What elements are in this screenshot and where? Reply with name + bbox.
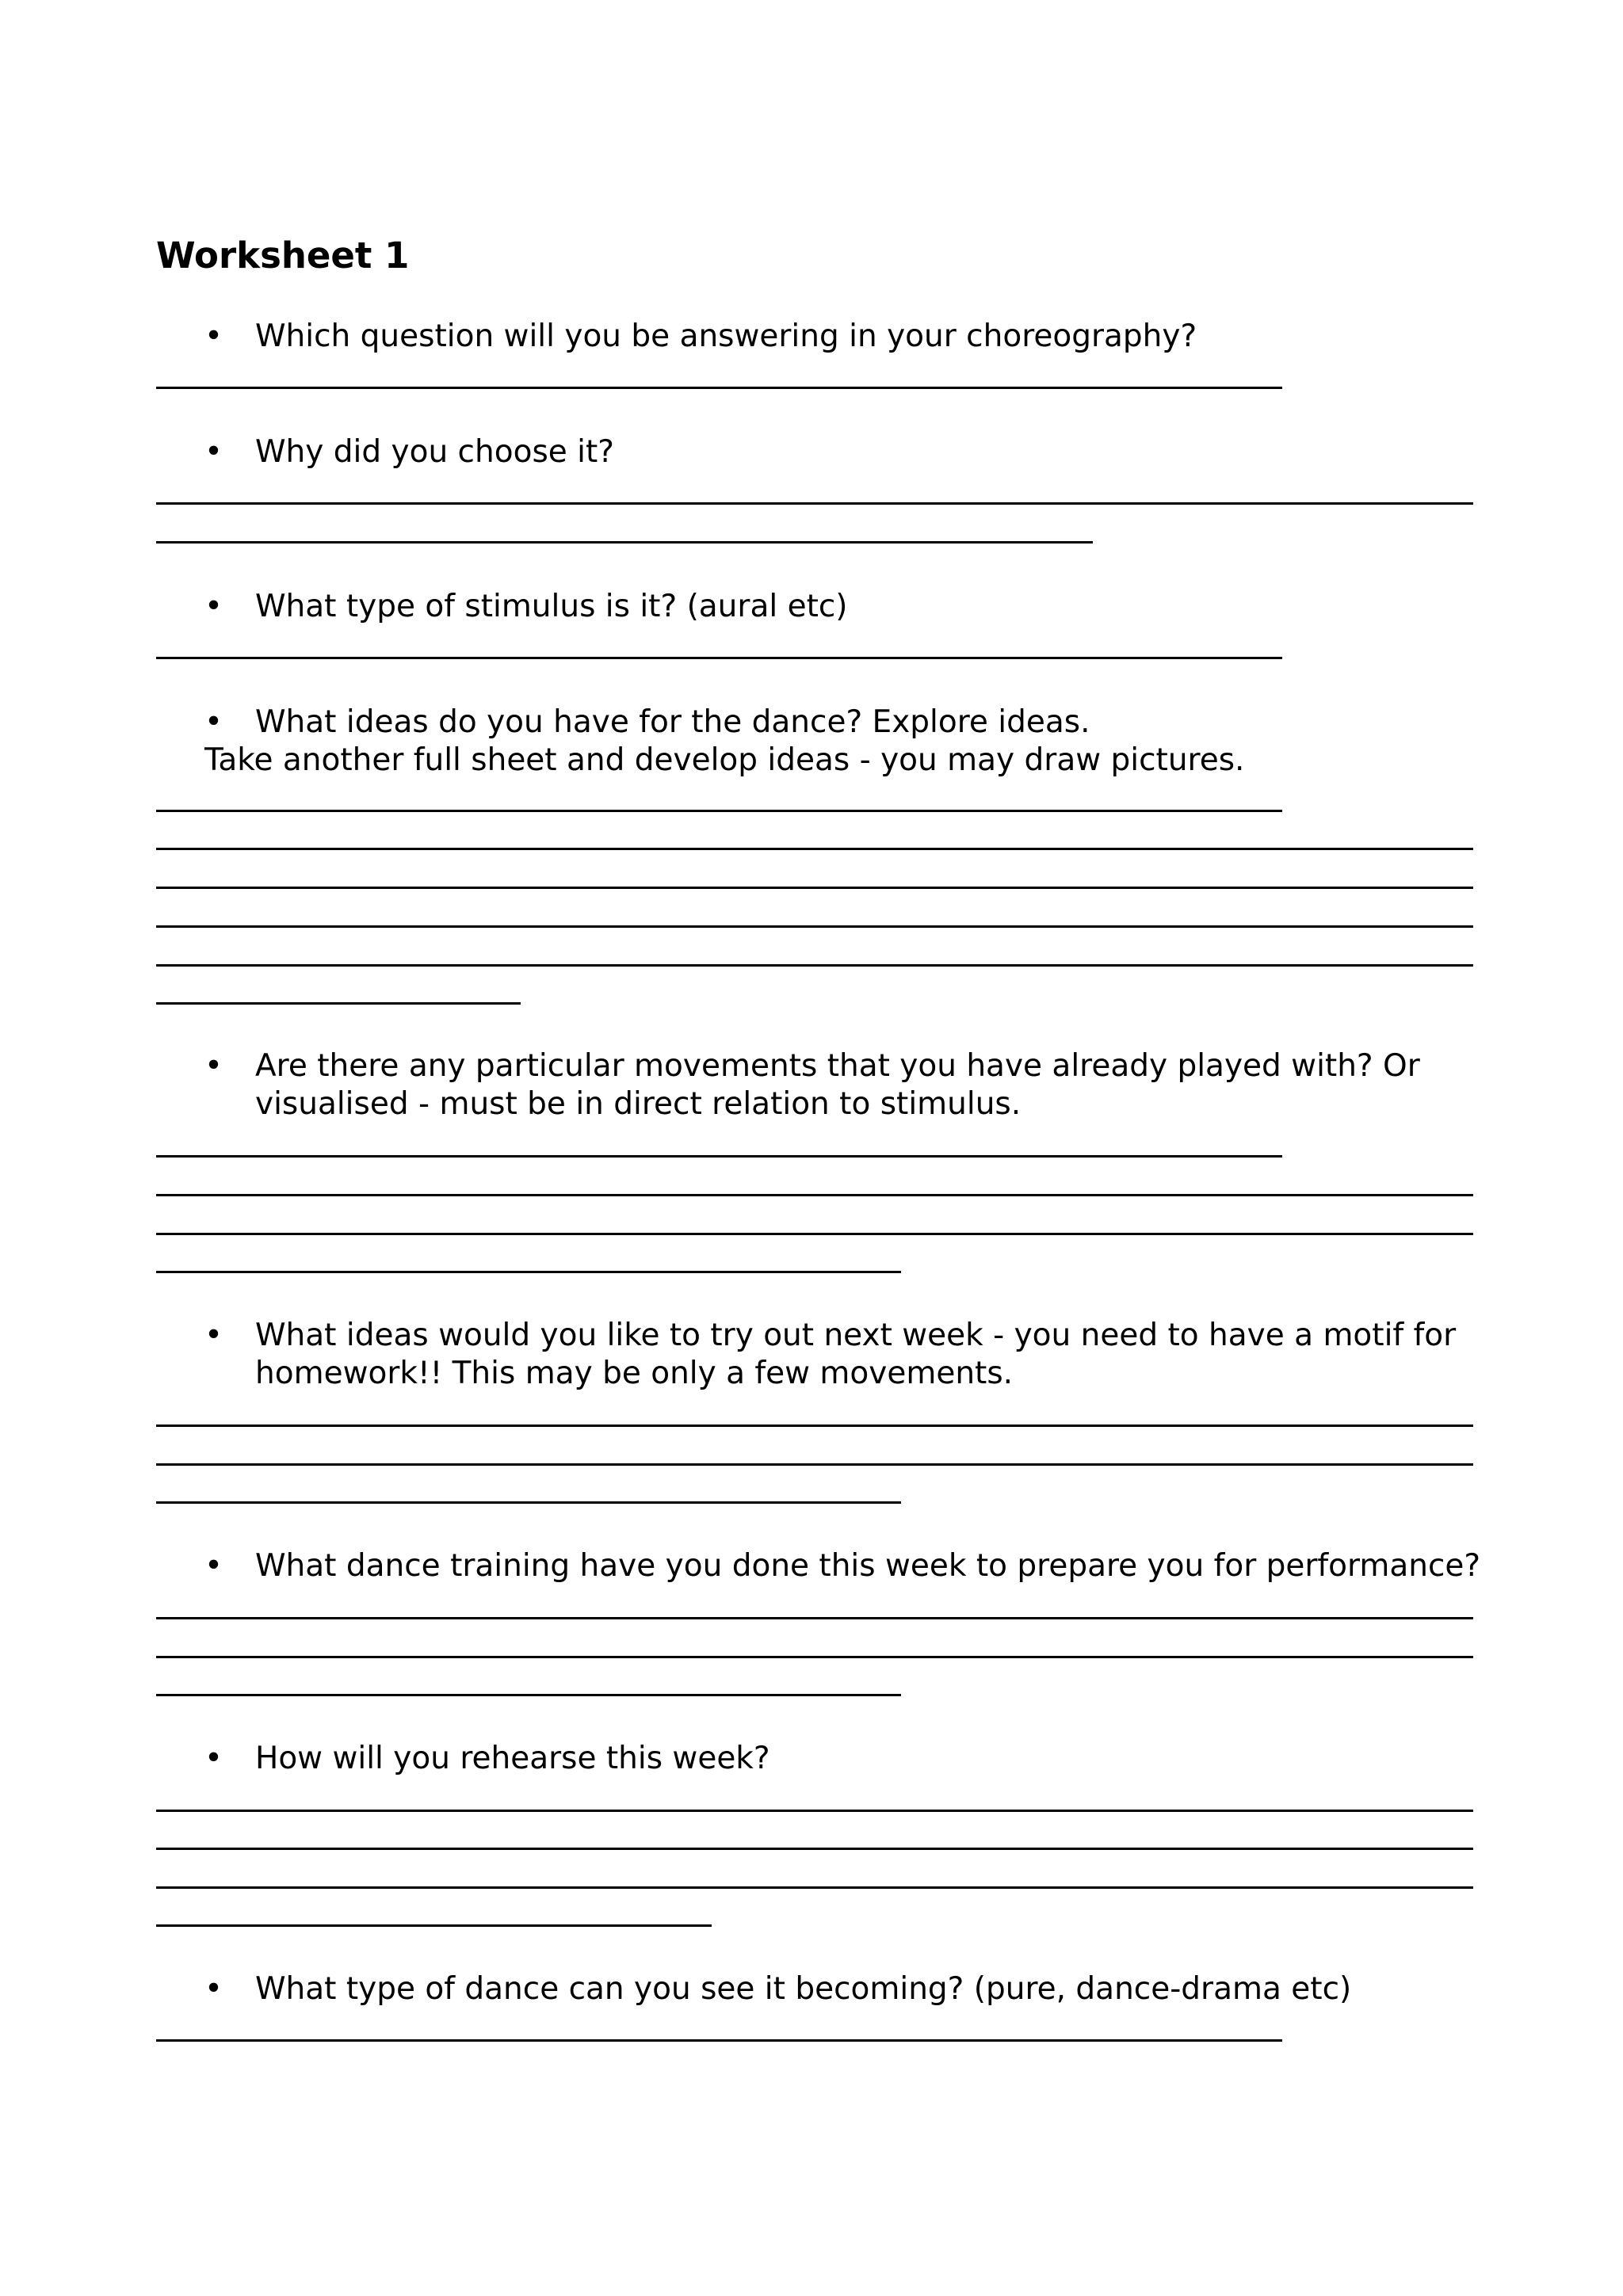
answer-line[interactable] [156,1886,1473,1889]
answer-line[interactable] [156,1694,901,1696]
question-text: Are there any particular movements that you have already played with? Or [255,1048,1420,1084]
question-text: Why did you choose it? [255,434,614,470]
answer-line[interactable] [156,1194,1473,1196]
question-text: Which question will you be answering in your choreography? [255,318,1197,354]
answer-line[interactable] [156,1233,1473,1235]
answer-line[interactable] [156,1617,1473,1619]
answer-line[interactable] [156,1924,712,1927]
question-text: homework!! This may be only a few movements. [255,1356,1014,1391]
answer-line[interactable] [156,1501,901,1504]
bullet: • [204,1741,223,1776]
bullet: • [204,1548,223,1584]
answer-line[interactable] [156,925,1473,928]
answer-line[interactable] [156,2039,1282,2042]
question-text: What ideas would you like to try out next week - you need to have a motif for [255,1318,1457,1353]
question-text: What type of dance can you see it becoming? (pure, dance-drama etc) [255,1971,1352,2007]
answer-line[interactable] [156,1463,1473,1466]
answer-line[interactable] [156,1425,1473,1427]
question-text: What dance training have you done this week to prepare you for performance? [255,1548,1481,1584]
bullet: • [204,1048,223,1084]
bullet: • [204,704,223,740]
bullet: • [204,1318,223,1353]
question-text: What ideas do you have for the dance? Explore ideas. [255,704,1090,740]
question-text: What type of stimulus is it? (aural etc) [255,589,848,624]
answer-line[interactable] [156,964,1473,967]
answer-line[interactable] [156,887,1473,889]
bullet: • [204,589,223,624]
answer-line[interactable] [156,848,1473,850]
answer-line[interactable] [156,1848,1473,1850]
question-text: visualised - must be in direct relation to stimulus. [255,1086,1022,1122]
answer-line[interactable] [156,502,1473,505]
answer-line[interactable] [156,1810,1473,1812]
bullet: • [204,434,223,470]
answer-line[interactable] [156,810,1282,812]
answer-line[interactable] [156,541,1093,543]
answer-line[interactable] [156,1271,901,1273]
answer-line[interactable] [156,1155,1282,1158]
answer-line[interactable] [156,1656,1473,1658]
answer-line[interactable] [156,1002,521,1005]
bullet: • [204,318,223,354]
answer-line[interactable] [156,657,1282,659]
question-text: How will you rehearse this week? [255,1741,770,1776]
answer-line[interactable] [156,387,1282,389]
question-note: Take another full sheet and develop ideas - you may draw pictures. [204,742,1245,778]
worksheet-title: Worksheet 1 [156,235,410,277]
bullet: • [204,1971,223,2007]
